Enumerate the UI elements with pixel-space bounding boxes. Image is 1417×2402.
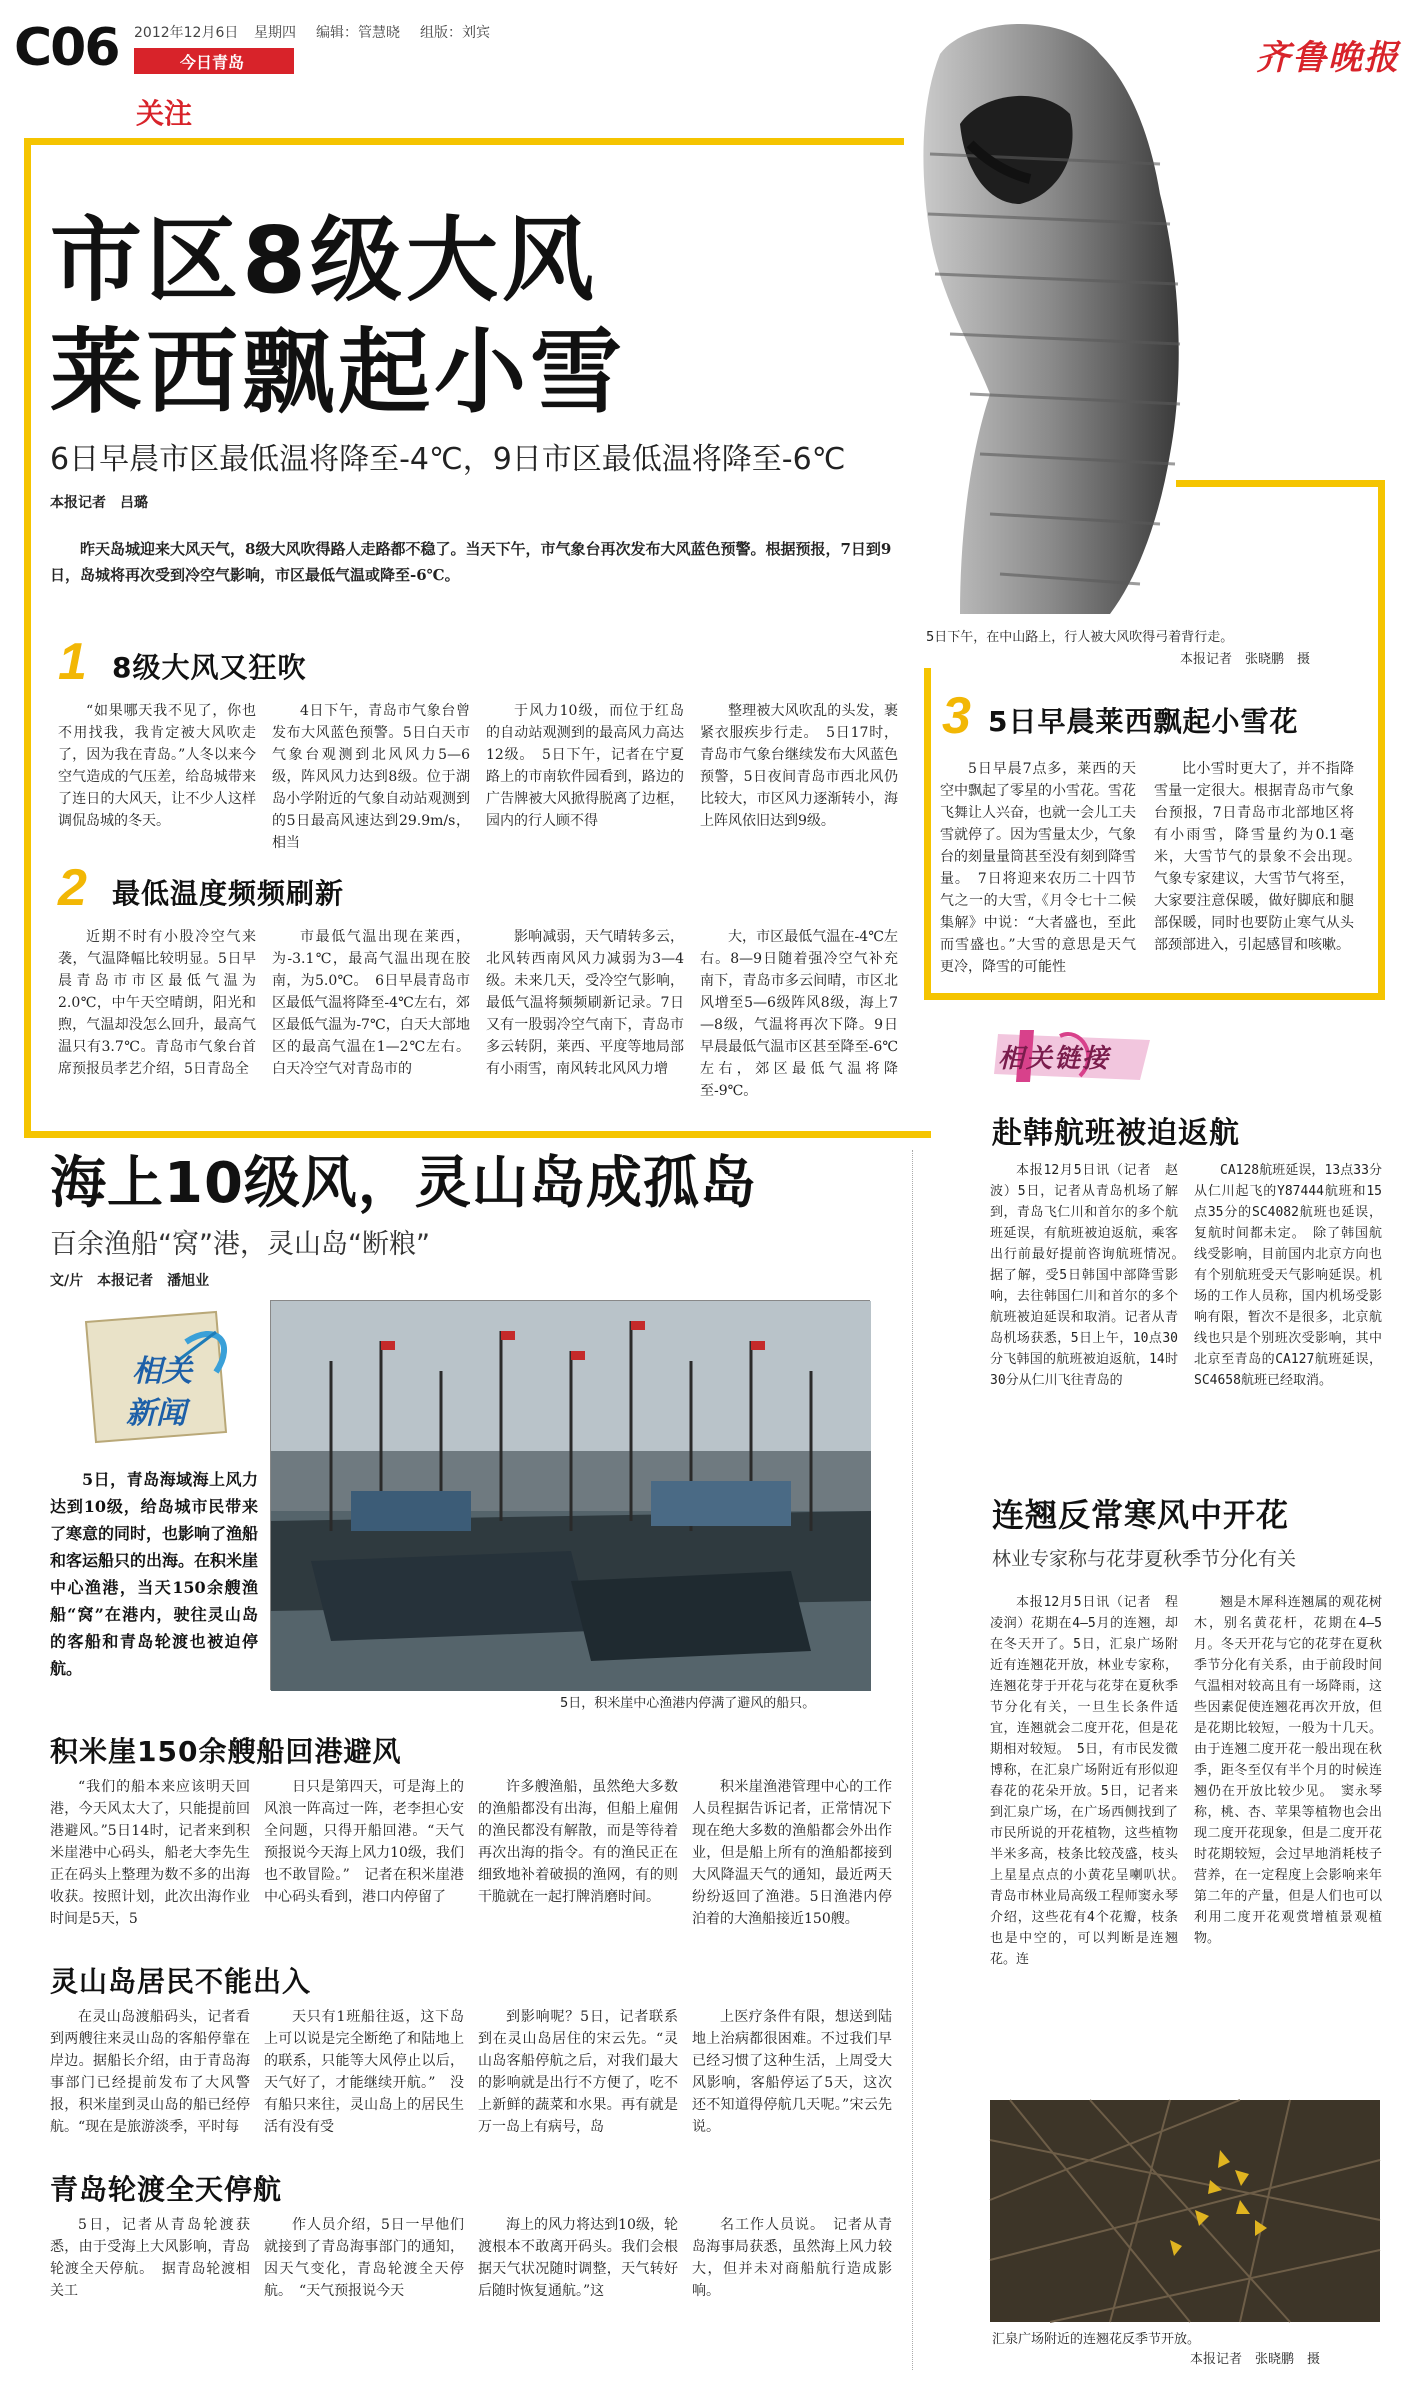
lead-byline: 本报记者 吕璐	[50, 495, 148, 511]
section-3-title: 5日早晨莱西飘起小雪花	[988, 705, 1299, 738]
column-separator	[912, 1150, 913, 2370]
section-1-col-3: 于风力10级，而位于红岛的自动站观测到的最高风力高达12级。 5日下午，记者在宁夏路上的市南软件园看到，路边的广告牌被大风掀得脱离了边框，园内的行人顾不得	[486, 703, 684, 829]
paper-logo: 齐鲁晚报	[1256, 38, 1400, 78]
harbor-photo	[270, 1300, 870, 1690]
section-2-number: 2	[58, 859, 87, 917]
lead-photo-credit: 本报记者 张晓鹏 摄	[1180, 652, 1311, 667]
sidebar-article-2-col-2: 翘是木犀科连翘属的观花树木，别名黄花杆，花期在4—5月。冬天开花与它的花芽在夏秋季节分化有关系，由于前段时间气温相对较高且有一场降雨，这些因素促使连翘花再次开放，但是花期比较短，一般为十几天。由于连翘二度开花一般出现在秋季，距冬至仅有半个月的时候连翘仍在开放比较少见。 窦永琴称，桃、杏、苹果等植物也会出现二度开花现象，但是二度开花时花期较短，会过早地消耗枝子营养，在一定程度上会影响来年第二年的产量，但是人们也可以利用二度开花观赏增植景观植物。	[1194, 1595, 1382, 1946]
island-h2-col-4: 上医疗条件有限，想送到陆地上治病都很困难。不过我们早已经习惯了这种生活，上周受大风影响，客船停运了5天，这次还不知道得停航几天呢。”宋云先说。	[692, 2009, 892, 2135]
island-h3-col-3: 海上的风力将达到10级，轮渡根本不敢离开码头。我们会根据天气状况随时调整，天气转好后随时恢复通航。”这	[478, 2217, 678, 2299]
section-2-title: 最低温度频频刷新	[112, 877, 345, 910]
related-links-badge	[990, 1026, 1160, 1086]
sidebar-article-1-col-1: 本报12月5日讯（记者 赵波）5日，记者从青岛机场了解到，青岛飞仁川和首尔的多个航班延误，有航班被迫返航，乘客出行前最好提前咨询航班情况。 据了解，受5日韩国中部降雪影响，去往韩国仁川和首尔的多个航班被迫延误和取消。记者从青岛机场获悉，5日上午，10点30分飞韩国的航班被迫返航，14时30分从仁川飞往青岛的	[990, 1163, 1192, 1388]
related-news-badge-line1: 相关	[132, 1354, 192, 1389]
frame-right-top	[1378, 480, 1385, 1000]
issue-date: 2012年12月6日	[134, 25, 239, 41]
island-h1: 积米崖150余艘船回港避风	[50, 1735, 402, 1768]
island-byline: 文/片 本报记者 潘旭业	[50, 1273, 210, 1289]
frame-top	[24, 138, 904, 145]
frame-mid-horiz	[928, 993, 1385, 1000]
frame-left	[24, 138, 31, 1138]
section-2-col-4: 大，市区最低气温在-4℃左右。8—9日随着强冷空气补充南下，青岛市多云间晴，市区北风增至5—6级阵风8级，海上7—8级，气温将再次下降。9日早晨最低气温市区甚至降至-6℃左右，郊区最低气温将降至-9℃。	[700, 929, 898, 1099]
island-intro: 5日，青岛海域海上风力达到10级，给岛城市民带来了寒意的同时，也影响了渔船和客运船只的出海。在积米崖中心渔港，当天150余艘渔船“窝”在港内，驶往灵山岛的客船和青岛轮渡也被迫停航。	[50, 1470, 259, 1678]
island-h2-col-2: 天只有1班船往返，这下岛上可以说是完全断绝了和陆地上的联系，只能等大风停止以后，天气好了，才能继续开航。” 没有船只来往，灵山岛上的居民生活有没有受	[264, 2009, 464, 2135]
section-2-col-2: 市最低气温出现在莱西，为-3.1℃，最高气温出现在胶南，为5.0℃。 6日早晨青岛市区最低气温将降至-4℃左右，郊区最低气温为-7℃，白天大部地区的最高气温在1—2℃左右。白天冷空气对青岛市的	[272, 929, 470, 1077]
island-subtitle: 百余渔船“窝”港，灵山岛“断粮”	[50, 1229, 430, 1260]
island-h2: 灵山岛居民不能出入	[50, 1965, 312, 1998]
forsythia-photo-credit: 本报记者 张晓鹏 摄	[1190, 2352, 1321, 2367]
forsythia-photo	[990, 2100, 1380, 2322]
island-h1-col-3: 许多艘渔船，虽然绝大多数的渔船都没有出海，但船上雇佣的渔民都没有解散，而是等待着再次出海的指令。有的渔民正在细致地补着破损的渔网，有的则干脆就在一起打牌消磨时间。	[478, 1779, 678, 1905]
section-1-col-1: “如果哪天我不见了，你也不用找我，我肯定被大风吹走了，因为我在青岛。”人冬以来今空气造成的气压差，给岛城带来了连日的大风天，让不少人这样调侃岛城的冬天。	[58, 703, 256, 829]
related-news-badge-line2: 新闻	[126, 1396, 186, 1431]
related-links-badge-label: 相关链接	[998, 1044, 1111, 1074]
sidebar-article-1-col-2: CA128航班延误，13点33分从仁川起飞的Y87444航班和15点35分的SC4082航班也延误，复航时间都未定。 除了韩国航线受影响，目前国内北京方向也有个别航班受天气影响延误。机场的工作人员称，国内机场受影响有限，暂次不是很多，北京航线也只是个别班次受影响，其中北京至青岛的CA127航班延误，SC4658航班已经取消。	[1194, 1163, 1382, 1388]
island-h1-col-2: 日只是第四天，可是海上的风浪一阵高过一阵，老李担心安全问题，只得开船回港。“天气预报说今天海上风力10级，我们也不敢冒险。” 记者在积米崖港中心码头看到，港口内停留了	[264, 1779, 464, 1905]
issue-weekday: 星期四	[254, 25, 296, 41]
section-3-number: 3	[942, 687, 971, 745]
related-news-badge	[66, 1302, 246, 1452]
section-1-title: 8级大风又狂吹	[112, 651, 307, 684]
section-3-col-1: 5日早晨7点多，莱西的天空中飘起了零星的小雪花。雪花飞舞让人兴奋，也就一会儿工夫雪就停了。因为雪量太少，气象台的刻量量筒甚至没有刻到降雪量。 7日将迎来农历二十四节气之一的大雪，《月令七十二候集解》中说：“大者盛也，至此而雪盛也。”大雪的意思是天气更冷，降雪的可能性	[940, 761, 1136, 975]
section-tag-label: 今日青岛	[180, 53, 245, 72]
section-1-number: 1	[58, 633, 87, 691]
island-h2-col-3: 到影响呢？5日，记者联系到在灵山岛居住的宋云先。“灵山岛客船停航之后，对我们最大的影响就是出行不方便了，吃不上新鲜的蔬菜和水果。再有就是万一岛上有病号，岛	[478, 2009, 678, 2135]
island-h3: 青岛轮渡全天停航	[50, 2173, 283, 2206]
island-h2-col-1: 在灵山岛渡船码头，记者看到两艘往来灵山岛的客船停靠在岸边。据船长介绍，由于青岛海事部门已经提前发布了大风警报，积米崖到灵山岛的船已经停航。“现在是旅游淡季，平时每	[50, 2009, 250, 2135]
sidebar-article-2-col-1: 本报12月5日讯（记者 程凌润）花期在4—5月的连翘，却在冬天开了。5日，汇泉广场附近有连翘花开放，林业专家称，连翘花芽于开花与花芽在夏秋季节分化有关，一旦生长条件适宜，连翘就会二度开花，但是花期相对较短。 5日，有市民发微博称，在汇泉广场附近有形似迎春花的花朵开放。5日，记者来到汇泉广场，在广场西侧找到了市民所说的开花植物，这些植物半米多高，枝条比较茂盛，枝头上星星点点的小黄花呈喇叭状。 青岛市林业局高级工程师窦永琴介绍，这些花有4个花瓣，枝条也是中空的，可以判断是连翘花。连	[990, 1595, 1192, 1967]
frame-bottom	[24, 1131, 931, 1138]
section-2-col-1: 近期不时有小股冷空气来袭，气温降幅比较明显。5日早晨青岛市市区最低气温为2.0℃，中午天空晴朗，阳光和煦，气温却没怎么回升，最高气温只有3.7℃。青岛市气象台首席预报员孝艺介绍，5日青岛全	[58, 929, 256, 1077]
island-h1-col-1: “我们的船本来应该明天回港，今天风太大了，只能提前回港避风。”5日14时，记者来到积米崖港中心码头，船老大李先生正在码头上整理为数不多的出海收获。按照计划，此次出海作业时间是5天，5	[50, 1779, 250, 1927]
frame-right-horiz	[1176, 480, 1385, 487]
island-h3-col-1: 5日，记者从青岛轮渡获悉，由于受海上大风影响，青岛轮渡全天停航。 据青岛轮渡相关工	[50, 2217, 250, 2299]
masthead	[0, 0, 1417, 140]
section-2-col-3: 影响减弱，天气晴转多云，北风转西南风风力减弱为3—4级。未来几天，受冷空气影响，最低气温将频频刷新记录。7日又有一股弱冷空气南下，青岛市多云转阴，莱西、平度等地局部有小雨雪，南风转北风风力增	[486, 929, 684, 1077]
frame-mid-vert	[924, 668, 931, 1000]
column-name: 关注	[136, 97, 193, 130]
editor-name: 编辑：管慧晓	[316, 25, 400, 41]
lead-subtitle: 6日早晨市区最低温将降至-4℃，9日市区最低温将降至-6℃	[50, 442, 846, 477]
island-h3-col-4: 名工作人员说。 记者从青岛海事局获悉，虽然海上风力较大，但并未对商船航行造成影响。	[692, 2217, 892, 2299]
harbor-photo-caption: 5日，积米崖中心渔港内停满了避风的船只。	[560, 1696, 816, 1711]
section-1-col-2: 4日下午，青岛市气象台曾发布大风蓝色预警。5日白天市气象台观测到北风风力5—6级，阵风风力达到8级。位于湖岛小学附近的气象自动站观测到的5日最高风速达到29.9m/s，相当	[272, 703, 470, 851]
section-1-col-4: 整理被大风吹乱的头发，裹紧衣服疾步行走。 5日17时，青岛市气象台继续发布大风蓝色预警，5日夜间青岛市西北风仍比较大，市区风力逐渐转小，海上阵风依旧达到9级。	[700, 703, 898, 829]
lead-title-line2: 莱西飘起小雪	[50, 319, 627, 426]
island-h1-col-4: 积米崖渔港管理中心的工作人员程据告诉记者，正常情况下现在绝大多数的渔船都会外出作业，但是船上所有的渔船都接到大风降温天气的通知，最近两天纷纷返回了渔港。5日渔港内停泊着的大渔船接近150艘。	[692, 1779, 892, 1927]
lead-photo	[900, 14, 1200, 614]
lead-title-line1: 市区8级大风	[50, 207, 599, 314]
layout-editor: 组版：刘宾	[420, 25, 490, 41]
lead-intro: 昨天岛城迎来大风天气，8级大风吹得路人走路都不稳了。当天下午，市气象台再次发布大风蓝色预警。根据预报，7日到9日，岛城将再次受到冷空气影响，市区最低气温或降至-6℃。	[50, 540, 892, 584]
forsythia-photo-caption: 汇泉广场附近的连翘花反季节开放。	[992, 2332, 1201, 2347]
lead-photo-caption: 5日下午，在中山路上，行人被大风吹得弓着背行走。	[926, 630, 1234, 645]
section-3-col-2: 比小雪时更大了，并不指降雪量一定很大。根据青岛市气象台预报，7日青岛市北部地区将有小雨雪，降雪量约为0.1毫米，大雪节气的景象不会出现。 气象专家建议，大雪节气将至，大家要注意保暖，做好脚底和腿部保暖，同时也要防止寒气从头部颈部进入，引起感冒和咳嗽。	[1154, 761, 1368, 953]
sidebar-article-1-title: 赴韩航班被迫返航	[992, 1116, 1240, 1151]
island-title: 海上10级风，灵山岛成孤岛	[50, 1151, 757, 1216]
sidebar-article-2-title: 连翘反常寒风中开花	[992, 1496, 1290, 1534]
island-h3-col-2: 作人员介绍，5日一早他们就接到了青岛海事部门的通知，因天气变化，青岛轮渡全天停航。 “天气预报说今天	[264, 2217, 464, 2299]
sidebar-article-2-subtitle: 林业专家称与花芽夏秋季节分化有关	[992, 1548, 1297, 1570]
page-number: C06	[14, 18, 119, 78]
